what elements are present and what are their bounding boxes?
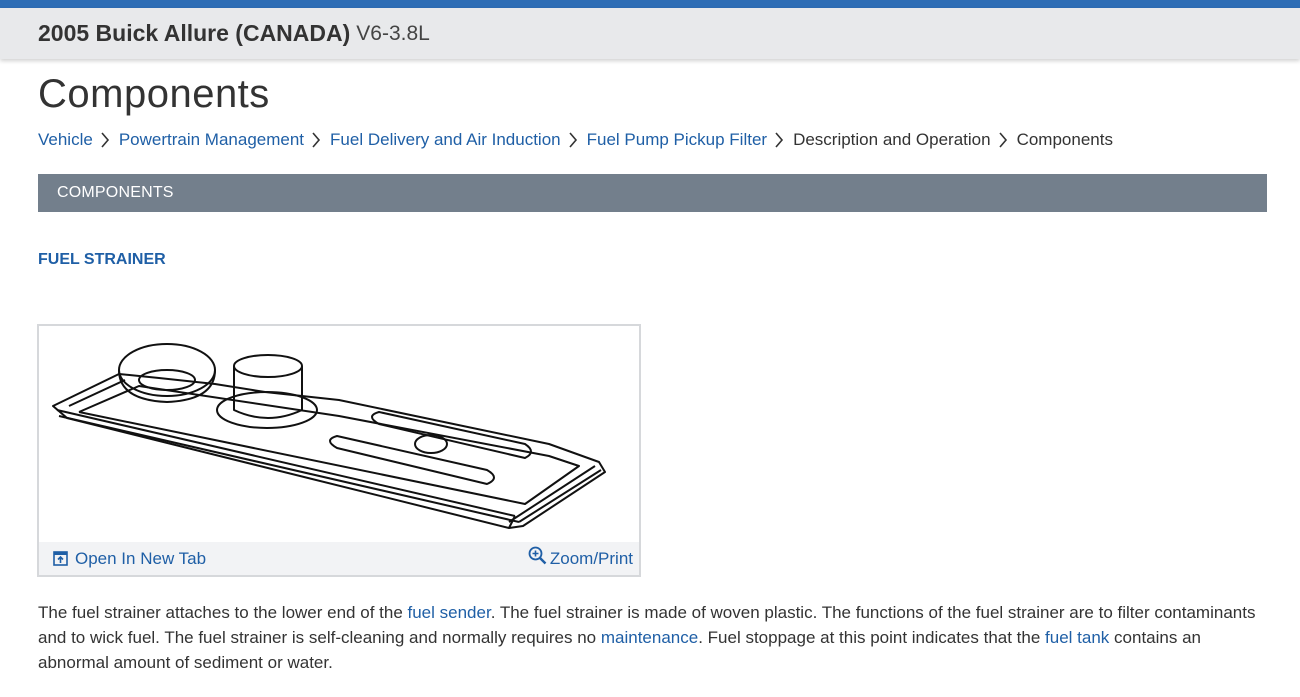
vehicle-engine: V6-3.8L (356, 21, 430, 45)
description-text-4: contains an abnormal amount of sediment or water. (38, 628, 1201, 672)
open-new-tab-label: Open In New Tab (75, 548, 207, 568)
chevron-right-icon (565, 130, 583, 150)
description-paragraph (38, 600, 1263, 675)
breadcrumb (38, 130, 1113, 150)
chevron-right-icon (308, 130, 326, 150)
fuel-sender-link[interactable]: fuel sender (407, 603, 491, 622)
description-text-3: . Fuel stoppage at this point indicates that the (698, 628, 1046, 647)
section-title: COMPONENTS (57, 184, 174, 201)
figure-toolbar (39, 542, 639, 575)
zoom-print-button[interactable] (528, 549, 633, 569)
open-new-tab-button[interactable] (53, 549, 206, 569)
open-new-tab-icon (53, 551, 68, 566)
description-text-1: The fuel strainer attaches to the lower end of the (38, 603, 408, 622)
vehicle-name: 2005 Buick Allure (CANADA) (38, 20, 351, 46)
description-text-2: . The fuel strainer is made of woven plastic. The functions of the fuel strainer are to filter contaminants and to wick fuel. The fuel strainer is self-cleaning and normally requires no (38, 603, 1256, 647)
chevron-right-icon (995, 130, 1013, 150)
breadcrumb-description-operation: Description and Operation (793, 130, 991, 149)
breadcrumb-powertrain-management[interactable]: Powertrain Management (118, 130, 305, 149)
breadcrumb-fuel-pump-pickup-filter[interactable]: Fuel Pump Pickup Filter (586, 130, 768, 149)
breadcrumb-fuel-delivery[interactable]: Fuel Delivery and Air Induction (330, 130, 561, 149)
figure-container (37, 324, 641, 577)
zoom-print-label: Zoom/Print (549, 548, 633, 568)
vehicle-header (0, 8, 1300, 59)
breadcrumb-vehicle[interactable]: Vehicle (38, 130, 93, 149)
fuel-strainer-diagram[interactable] (39, 326, 639, 542)
fuel-tank-link[interactable]: fuel tank (1045, 628, 1110, 647)
maintenance-link[interactable]: maintenance (600, 628, 699, 647)
chevron-right-icon (771, 130, 789, 150)
page-title: Components (38, 72, 270, 116)
subsection-title: FUEL STRAINER (38, 251, 166, 268)
section-header (38, 174, 1267, 212)
top-accent-bar (0, 0, 1300, 8)
zoom-in-icon (528, 546, 547, 565)
breadcrumb-current-components: Components (1016, 130, 1113, 149)
chevron-right-icon (97, 130, 115, 150)
